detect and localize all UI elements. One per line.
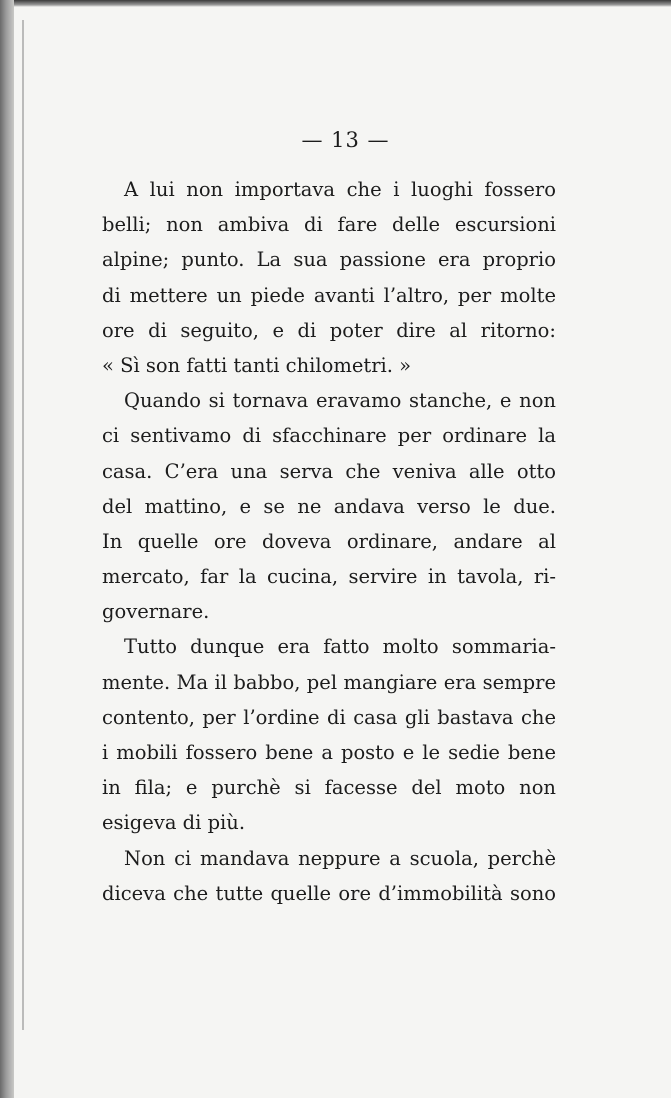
body-text — [102, 172, 556, 911]
page-top-edge — [0, 0, 671, 7]
text-line: In quelle ore doveva ordinare, andare al — [102, 529, 556, 553]
text-line: i mobili fossero bene a posto e le sedie bene — [102, 741, 556, 764]
text-line: Quando si tornava eravamo stanche, e non — [124, 389, 556, 413]
page-number: — 13 — — [301, 128, 390, 152]
text-line: ci sentivamo di sfacchinare per ordinare la — [102, 424, 556, 448]
text-line: ore di seguito, e di poter dire al ritorno: — [102, 318, 556, 342]
text-line: contento, per l’ordine di casa gli bastava che — [102, 705, 556, 729]
binding-gutter — [0, 0, 14, 1098]
text-line: casa. C’era una serva che veniva alle otto — [102, 459, 556, 483]
text-line: esigeva di più. — [102, 811, 246, 835]
text-line: « Sì son fatti tanti chilometri. » — [102, 353, 412, 377]
text-line: governare. — [102, 600, 210, 624]
text-line: belli; non ambiva di fare delle escursioni — [102, 213, 556, 237]
text-line: Tutto dunque era fatto molto sommaria- — [124, 635, 556, 659]
text-line: mente. Ma il babbo, pel mangiare era sempre — [102, 670, 556, 694]
text-line: di mettere un piede avanti l’altro, per molte — [102, 283, 556, 307]
text-line: del mattino, e se ne andava verso le due. — [102, 494, 556, 518]
text-line: diceva che tutte quelle ore d’immobilità sono — [102, 881, 556, 905]
text-line: A lui non importava che i luoghi fossero — [124, 178, 556, 201]
text-line: alpine; punto. La sua passione era proprio — [102, 248, 556, 272]
text-line: in fila; e purchè si facesse del moto non — [102, 776, 556, 800]
text-line: Non ci mandava neppure a scuola, perchè — [124, 846, 556, 870]
gutter-fold-line — [22, 20, 24, 1030]
text-line: mercato, far la cucina, servire in tavola, ri- — [102, 565, 556, 589]
